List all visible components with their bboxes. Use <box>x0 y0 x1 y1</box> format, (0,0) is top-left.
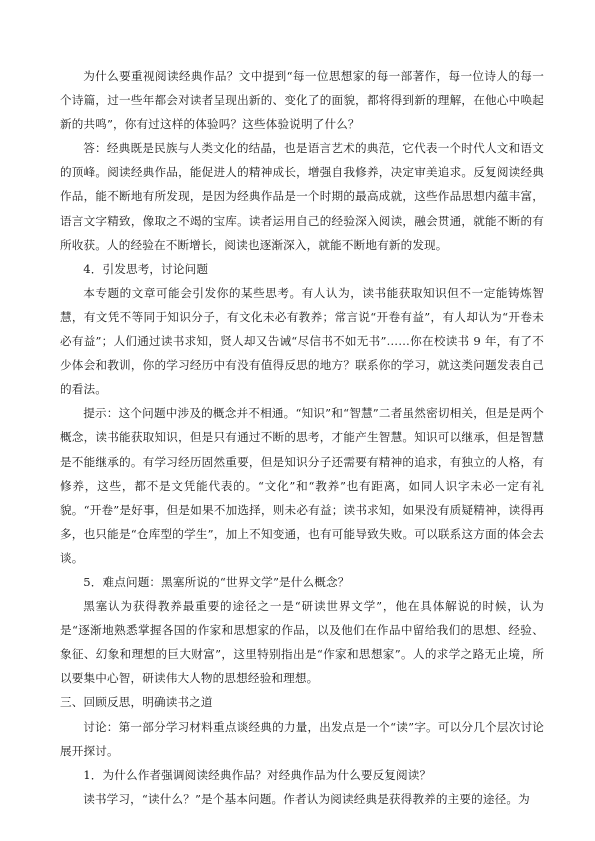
numbered-heading: 4．引发思考，讨论问题 <box>83 261 209 276</box>
numbered-question: 1．为什么作者强调阅读经典作品？对经典作品为什么要反复阅读？ <box>83 767 432 782</box>
numbered-heading: 5．难点问题：黑塞所说的“世界文学”是什么概念？ <box>83 574 350 589</box>
hint-paragraph: 提示：这个问题中涉及的概念并不相通。“知识”和“智慧”二者虽然密切相关，但是是两个概念，读书能获取知识，但是只有通过不断的思考，才能产生智慧。知识可以继承，但是智慧是不能继承的。有学习经历固然重要，但是知识分子还需要有精神的追求，有独立的人格，有修养，这些，都不是文凭能代表的。“文化”和“教养”也有距离，如同人识字未必一定有礼貌。“开卷”是好事，但是如果不加选择，则未必有益；读书求知，如果没有质疑精神，读得再多，也只能是“仓库型的学生”，加上不知变通，也有可能导致失败。可以联系这方面的体会去谈。 <box>60 406 544 565</box>
discussion-paragraph: 本专题的文章可能会引发你的某些思考。有人认为，读书能获取知识但不一定能铸炼智慧，有文凭不等同于知识分子，有文化未必有教养；常言说“开卷有益”，有人却认为“开卷未必有益”；人们通过读书求知，贤人却又告诫“尽信书不如无书”……你在校读书 9 年，有了不少体会和教训，你的学习经历中有没有值得反思的地方？联系你的学习，就这类问题发表自己的看法。 <box>60 285 544 397</box>
answer-paragraph: 黑塞认为获得教养最重要的途径之一是“研读世界文学”，他在具体解说的时候，认为是“逐渐地熟悉掌握各国的作家和思想家的作品，以及他们在作品中留给我们的思想、经验、象征、幻象和理想的巨大财富”，这里特别指出是“作家和思想家”。人的求学之路无止境，所以要集中心智，研读伟大人物的思想经验和理想。 <box>60 599 544 686</box>
document-body <box>60 64 544 811</box>
body-paragraph: 读书学习，“读什么？”是个基本问题。作者认为阅读经典是获得教养的主要的途径。为 <box>83 791 530 806</box>
question-paragraph: 为什么要重视阅读经典作品？文中提到“每一位思想家的每一部著作，每一位诗人的每一个诗篇，过一些年都会对读者呈现出新的、变化了的面貌，都将得到新的理解，在他心中唤起新的共鸣”，你有过这样的体验吗？这些体验说明了什么？ <box>60 69 544 132</box>
section-heading: 三、回顾反思，明确读书之道 <box>60 695 213 710</box>
answer-paragraph: 答：经典既是民族与人类文化的结晶，也是语言艺术的典范，它代表一个时代人文和语文的顶峰。阅读经典作品，能促进人的精神成长，增强自我修养，决定审美追求。反复阅读经典作品，能不断地有所发现，是因为经典作品是一个时期的最高成就，这些作品思想内蕴丰富，语言文字精致，像取之不竭的宝库。读者运用自己的经验深入阅读，融会贯通，就能不断的有所收获。人的经验在不断增长，阅读也逐渐深入，就能不断地有新的发现。 <box>60 141 544 252</box>
discussion-paragraph: 讨论：第一部分学习材料重点谈经典的力量，出发点是一个“读”字。可以分几个层次讨论展开探讨。 <box>60 719 544 758</box>
